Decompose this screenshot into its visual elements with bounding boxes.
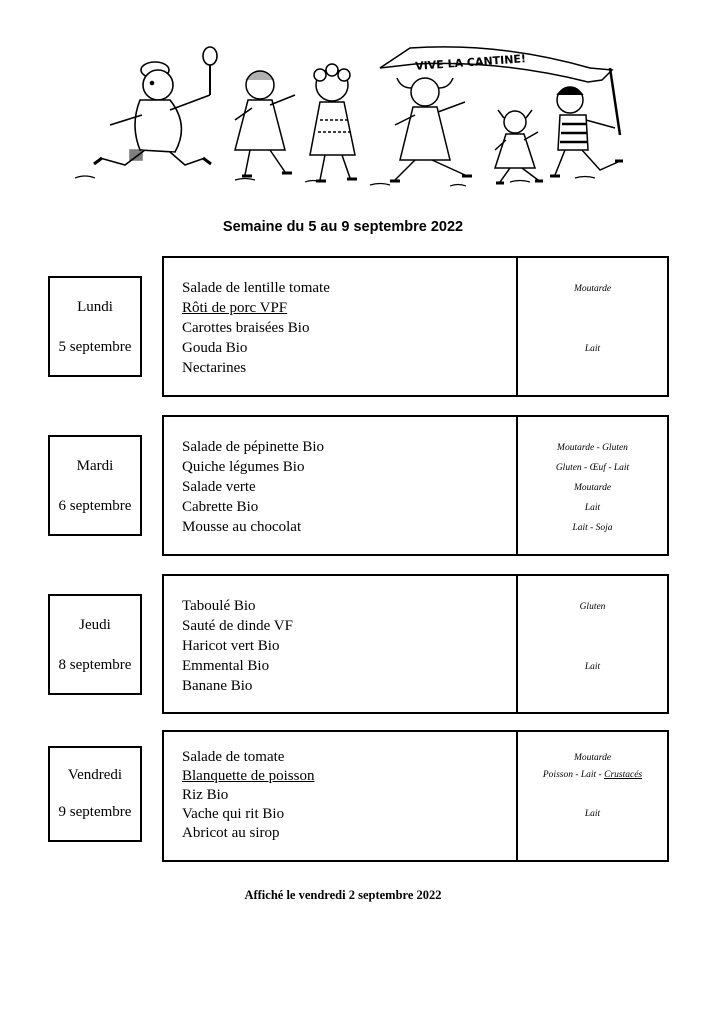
boy-figure [550, 87, 623, 176]
dish-item: Salade de lentille tomate [182, 280, 330, 296]
allergen-note: Lait [584, 503, 601, 513]
dish-item: Salade verte [182, 479, 256, 495]
day-date: 5 septembre [58, 339, 132, 355]
allergen-note: Moutarde [573, 483, 612, 493]
dish-item: Haricot vert Bio [182, 638, 280, 654]
day-name: Lundi [77, 299, 113, 315]
banner-text: VIVE LA CANTINE! [414, 52, 527, 73]
allergen-note: Moutarde [573, 284, 612, 294]
allergen-note: Poisson - Lait - Crustacés [542, 770, 643, 780]
menu-box-lundi [162, 256, 669, 397]
day-box-jeudi [48, 594, 142, 695]
day-date: 8 septembre [58, 657, 132, 673]
little-girl-figure [495, 110, 543, 183]
dish-item: Salade de pépinette Bio [182, 439, 325, 455]
posted-date-footer: Affiché le vendredi 2 septembre 2022 [244, 888, 442, 902]
dish-item: Abricot au sirop [182, 825, 280, 841]
dish-item: Quiche légumes Bio [182, 459, 305, 475]
allergen-note: Moutarde - Gluten [557, 443, 628, 453]
day-date: 9 septembre [58, 804, 132, 820]
dish-item: Sauté de dinde VF [182, 618, 293, 634]
allergen-underlined: Crustacés [604, 770, 643, 780]
menu-box-vendredi [162, 730, 669, 862]
cook-figure [94, 47, 217, 165]
dish-item: Salade de tomate [182, 749, 285, 765]
dish-item: Gouda Bio [182, 340, 248, 356]
day-name: Mardi [76, 458, 114, 474]
dish-item: Blanquette de poisson [182, 768, 315, 784]
dish-item: Vache qui rit Bio [182, 806, 285, 822]
dish-item: Banane Bio [182, 678, 253, 694]
day-name: Vendredi [67, 767, 123, 783]
dish-item: Mousse au chocolat [182, 519, 302, 535]
allergen-note: Lait - Soja [572, 523, 613, 533]
day-box-lundi [48, 276, 142, 377]
day-date: 6 septembre [58, 498, 132, 514]
dish-item: Carottes braisées Bio [182, 320, 310, 336]
dish-item: Emmental Bio [182, 658, 270, 674]
dish-item: Riz Bio [182, 787, 229, 803]
allergen-note: Gluten - Œuf - Lait [555, 463, 630, 473]
allergen-note: Lait [584, 662, 601, 672]
girl-figure-2 [310, 64, 357, 181]
page-title: Semaine du 5 au 9 septembre 2022 [222, 219, 464, 235]
allergen-note: Lait [584, 344, 601, 354]
allergen-note: Gluten [579, 602, 606, 612]
dish-item: Nectarines [182, 360, 247, 376]
cantine-banner-illustration [70, 40, 650, 200]
girl-figure-1 [235, 71, 295, 176]
day-name: Jeudi [79, 617, 111, 633]
allergen-note: Lait [584, 809, 601, 819]
dish-item: Cabrette Bio [182, 499, 259, 515]
menu-box-jeudi [162, 574, 669, 714]
girl-figure-3 [390, 78, 472, 181]
menu-box-mardi [162, 415, 669, 556]
day-box-vendredi [48, 746, 142, 842]
dish-item: Rôti de porc VPF [182, 300, 288, 316]
dish-item: Taboulé Bio [182, 598, 256, 614]
day-box-mardi [48, 435, 142, 536]
allergen-note: Moutarde [573, 753, 612, 763]
